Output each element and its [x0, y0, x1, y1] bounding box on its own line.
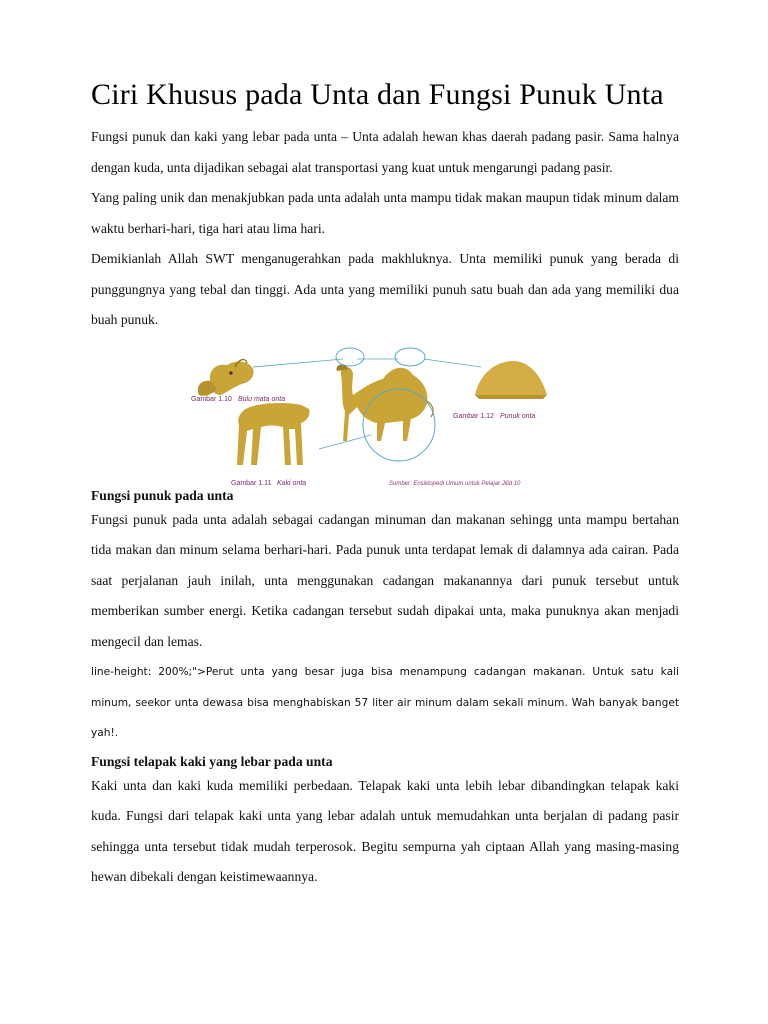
camel-head-image	[198, 359, 254, 395]
connector-line	[424, 359, 481, 367]
feet-function-paragraph: Kaki unta dan kaki kuda memiliki perbedaan. Telapak kaki unta lebih lebar dibandingkan telapak kaki kuda. Fungsi dari telapak kaki unta yang lebar adalah untuk memudahkan unta berjalan di padang pasir sehingga unta tersebut tidak mudah terperosok. Begitu sempurna yah ciptaan Allah yang masing-masing hewan dibekali dengan keistimewaannya.	[91, 777, 679, 884]
caption-2-label: Gambar 1.11	[231, 479, 272, 487]
unique-paragraph: Yang paling unik dan menakjubkan pada unta adalah unta mampu tidak makan maupun tidak minum dalam waktu berhari-hari, tiga hari atau lima hari.	[91, 190, 679, 236]
camel-figure	[91, 345, 679, 493]
hump-highlight-circle	[395, 348, 425, 366]
intro-paragraph: Fungsi punuk dan kaki yang lebar pada unta – Unta adalah hewan khas daerah padang pasir. Sama halnya dengan kuda, unta dijadikan sebagai alat transportasi yang kuat untuk mengarungi padang pasir.	[91, 129, 679, 175]
main-camel-image	[336, 364, 433, 441]
caption-1-label: Gambar 1.10	[191, 395, 232, 403]
hump-function-paragraph: Fungsi punuk pada unta adalah sebagai cadangan minuman dan makanan sehingg unta mampu bertahan tida makan dan minum selama berhari-hari. Pada punuk unta terdapat lemak di dalamnya ada cairan. Pada saat perjalanan jauh inilah, unta menggunakan cadangan makanannya dari punuk tersebut untuk memberikan sumber energi. Ketika cadangan tersebut sudah dipakai unta, maka punuknya akan menjadi mengecil dan lemas.	[91, 511, 679, 649]
caption-1-text: Bulu mata onta	[238, 395, 286, 403]
eye-highlight-circle	[336, 348, 364, 366]
section-heading-hump: Fungsi punuk pada unta	[91, 487, 234, 503]
hump-closeup-image	[475, 361, 547, 399]
raw-code-paragraph: line-height: 200%;">Perut unta yang besar juga bisa menampung cadangan makanan. Untuk satu kali minum, seekor unta dewasa bisa menghabiskan 57 liter air minum dalam sekali minum. Wah banyak banget yah!.	[91, 666, 679, 739]
page-title: Ciri Khusus pada Unta dan Fungsi Punuk Unta	[91, 78, 664, 111]
camel-legs-image	[237, 403, 310, 465]
caption-3-label: Gambar 1.12	[453, 412, 494, 420]
hump-paragraph: Demikianlah Allah SWT menganugerahkan pada makhluknya. Unta memiliki punuk yang berada di punggungnya yang tebal dan tinggi. Ada unta yang memiliki punuh satu buah dan ada yang memiliki dua buah punuk.	[91, 251, 679, 327]
document-content	[91, 78, 679, 893]
camel-illustration	[191, 345, 571, 493]
caption-2-text: Kaki onta	[277, 479, 307, 487]
figure-source: Sumber: Ensiklopedi Umum untuk Pelajar Jilid 10	[389, 480, 521, 487]
caption-3-text: Punuk onta	[500, 412, 536, 420]
connector-line	[253, 359, 343, 367]
section-heading-feet: Fungsi telapak kaki yang lebar pada unta	[91, 753, 333, 769]
